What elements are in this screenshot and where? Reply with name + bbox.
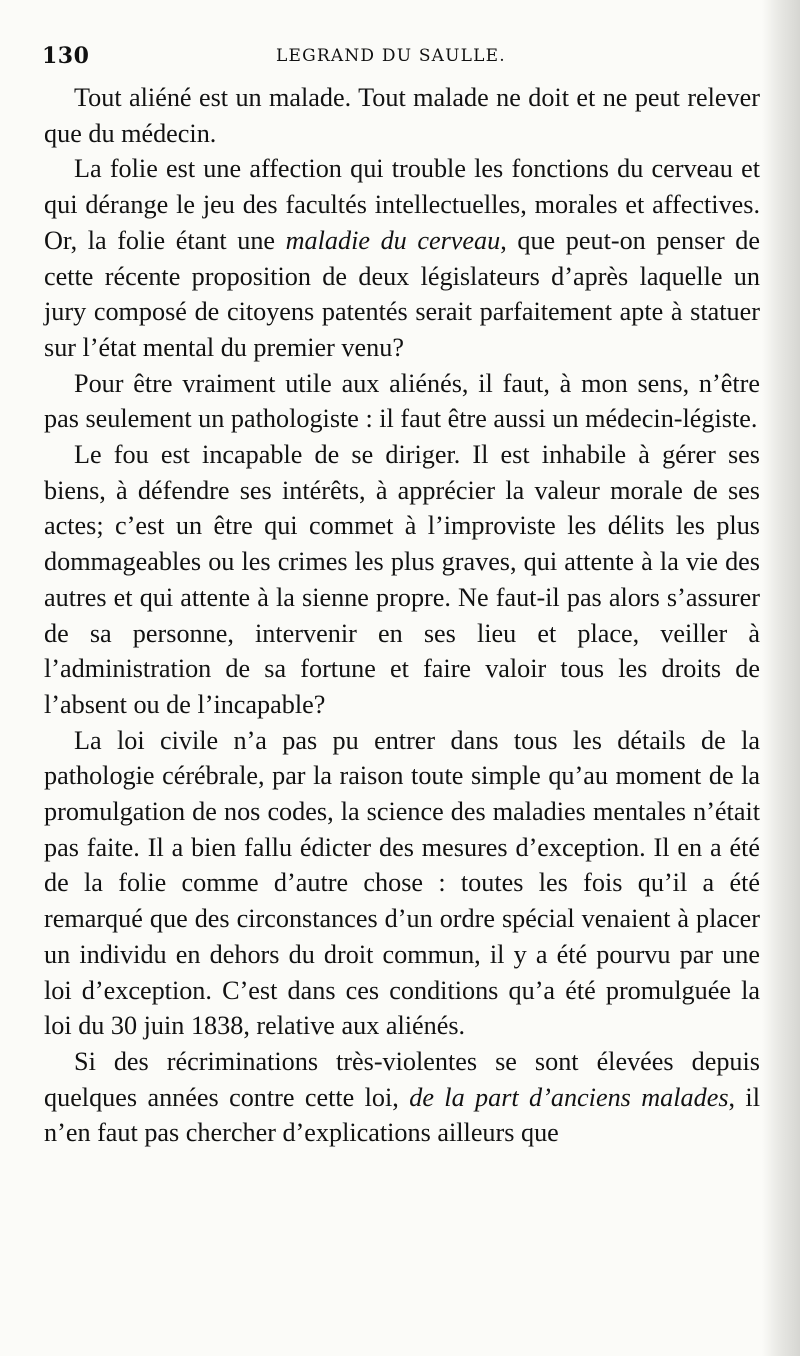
paragraph — [44, 151, 760, 365]
text-run: , il n’en faut pas chercher d’explications ailleurs que — [44, 1082, 760, 1148]
text-run: Pour être vraiment utile aux aliénés, il faut, à mon sens, n’être pas seulement un pathologiste : il faut être aussi un médecin-légiste. — [44, 368, 760, 434]
text-run: Le fou est incapable de se diriger. Il est inhabile à gérer ses biens, à défendre ses intérêts, à apprécier la valeur morale de ses actes; c’est un être qui commet à l’improviste les délits les plus dommageables ou les crimes les plus graves, qui attente à la vie des autres et qui attente à la sienne propre. Ne faut-il pas alors s’assurer de sa personne, intervenir en ses lieu et place, veiller à l’administration de sa fortune et faire valoir tous les droits de l’absent ou de l’incapable? — [44, 440, 760, 719]
paragraph — [44, 437, 760, 723]
text-run: Si des récriminations très-violentes se sont élevées depuis quelques années contre cette loi, — [44, 1046, 760, 1112]
italic-phrase: de la part d’anciens malades — [409, 1082, 729, 1112]
text-run: Tout aliéné est un malade. Tout malade ne doit et ne peut relever que du médecin. — [44, 83, 760, 148]
body-text — [44, 80, 760, 1151]
text-run: La loi civile n’a pas pu entrer dans tous les détails de la pathologie cérébrale, par la raison toute simple qu’au moment de la promulgation de nos codes, la science des maladies mentales n’était pas faite. Il a bien fallu édicter des mesures d’exception. Il en a été de la folie comme d’autre chose : toutes les fois qu’il a été remarqué que des circonstances d’un ordre spécial venaient à placer un individu en dehors du droit commun, il y a été pourvu par une loi d’exception. C’est dans ces conditions qu’a été promulguée la loi du 30 juin 1838, relative aux aliénés. — [44, 725, 760, 1041]
paragraph — [44, 80, 760, 151]
paragraph — [44, 723, 760, 1044]
paragraph — [44, 1044, 760, 1151]
paragraph — [44, 366, 760, 437]
page-number: 130 — [42, 43, 90, 69]
italic-phrase: maladie du cerveau — [285, 225, 501, 255]
text-run: , que peut-on penser de cette récente proposition de deux législateurs d’après laquelle un jury composé de citoyens patentés serait parfaitement apte à statuer sur l’état mental du premier venu? — [44, 225, 760, 362]
text-run: La folie est une affection qui trouble les fonctions du cerveau et qui dérange le jeu des facultés intellectuelles, morales et affectives. Or, la folie étant une — [44, 154, 760, 255]
running-head — [42, 43, 562, 73]
running-title: LEGRAND DU SAULLE. — [276, 46, 506, 66]
